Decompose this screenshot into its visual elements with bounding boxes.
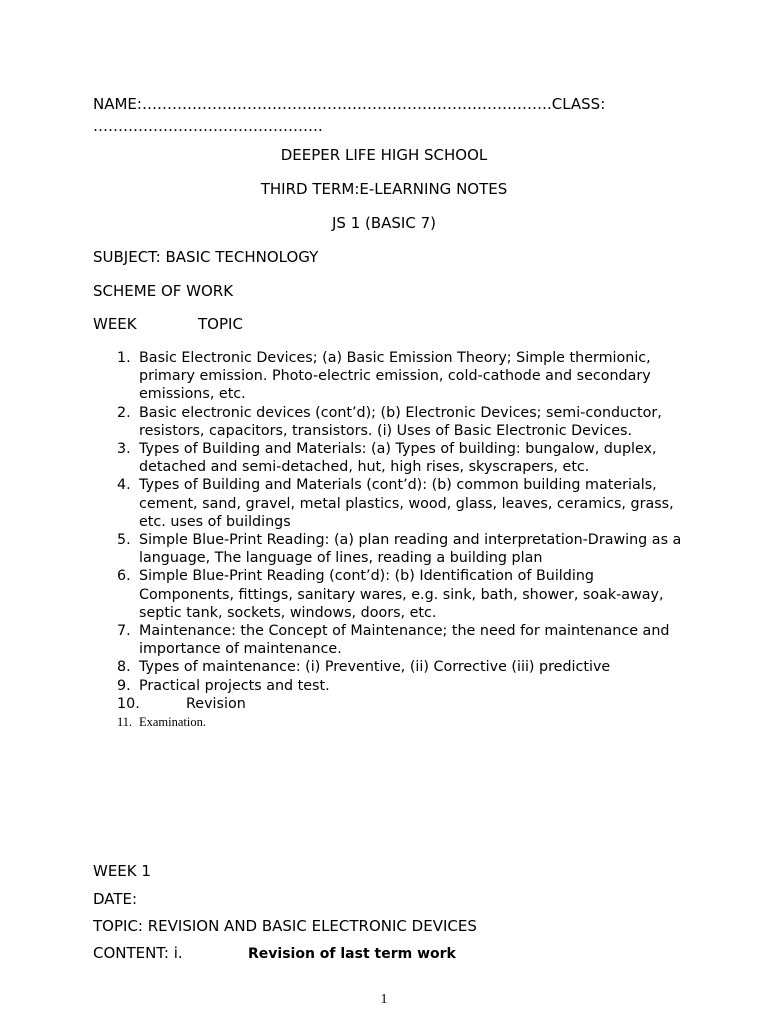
scheme-heading: SCHEME OF WORK bbox=[93, 282, 234, 300]
term-title: THIRD TERM:E-LEARNING NOTES bbox=[260, 180, 508, 198]
class-title: JS 1 (BASIC 7) bbox=[331, 214, 436, 232]
list-item: 5. Simple Blue-Print Reading: (a) plan reading and interpretation-Drawing as a language, The language of lines, reading a building plan bbox=[117, 532, 682, 567]
date-label: DATE: bbox=[93, 890, 138, 908]
content-line bbox=[93, 944, 456, 962]
topic-column-header: TOPIC bbox=[198, 315, 243, 333]
content-sub-label: : i. bbox=[163, 944, 183, 962]
list-item: 3. Types of Building and Materials: (a) Types of building: bungalow, duplex, detached and semi-detached, hut, high rises, skyscrapers, etc. bbox=[117, 441, 657, 476]
list-item: 8. Types of maintenance: (i) Preventive, (ii) Corrective (iii) predictive bbox=[117, 659, 611, 676]
list-item: 7. Maintenance: the Concept of Maintenance; the need for maintenance and importance of maintenance. bbox=[117, 623, 670, 658]
name-class-line: NAME:……………………………………………………………………….CLASS: ………………………………………. bbox=[93, 95, 606, 135]
week1-topic: TOPIC: REVISION AND BASIC ELECTRONIC DEVICES bbox=[93, 917, 477, 935]
content-label: CONTENT bbox=[93, 944, 164, 962]
list-item: 11. Examination. bbox=[117, 715, 206, 730]
list-item: 4. Types of Building and Materials (cont’d): (b) common building materials, cement, sand, gravel, metal plastics, wood, glass, leaves, ceramics, grass, etc. uses of buildings bbox=[117, 477, 674, 530]
content-label-group bbox=[93, 944, 248, 962]
list-item: 1. Basic Electronic Devices; (a) Basic Emission Theory; Simple thermionic, primary emission. Photo-electric emission, cold-cathode and secondary emissions, etc. bbox=[117, 350, 651, 403]
list-item: 2. Basic electronic devices (cont’d); (b) Electronic Devices; semi-conductor, resistors, capacitors, transistors. (i) Uses of Basic Electronic Devices. bbox=[117, 404, 662, 439]
topics-list bbox=[93, 349, 683, 731]
subject-heading: SUBJECT: BASIC TECHNOLOGY bbox=[93, 248, 319, 266]
content-item: Revision of last term work bbox=[248, 946, 456, 962]
week1-heading: WEEK 1 bbox=[93, 862, 151, 880]
page-number: 1 bbox=[380, 992, 388, 1007]
week-column-header: WEEK bbox=[93, 315, 137, 333]
school-name: DEEPER LIFE HIGH SCHOOL bbox=[280, 146, 488, 164]
list-item: 10. Revision bbox=[117, 695, 246, 712]
list-item: 9. Practical projects and test. bbox=[117, 677, 330, 694]
list-item: 6. Simple Blue-Print Reading (cont’d): (b) Identification of Building Components, fittings, sanitary wares, e.g. sink, bath, shower, soak-away, septic tank, sockets, windows, doors, etc. bbox=[117, 568, 664, 621]
